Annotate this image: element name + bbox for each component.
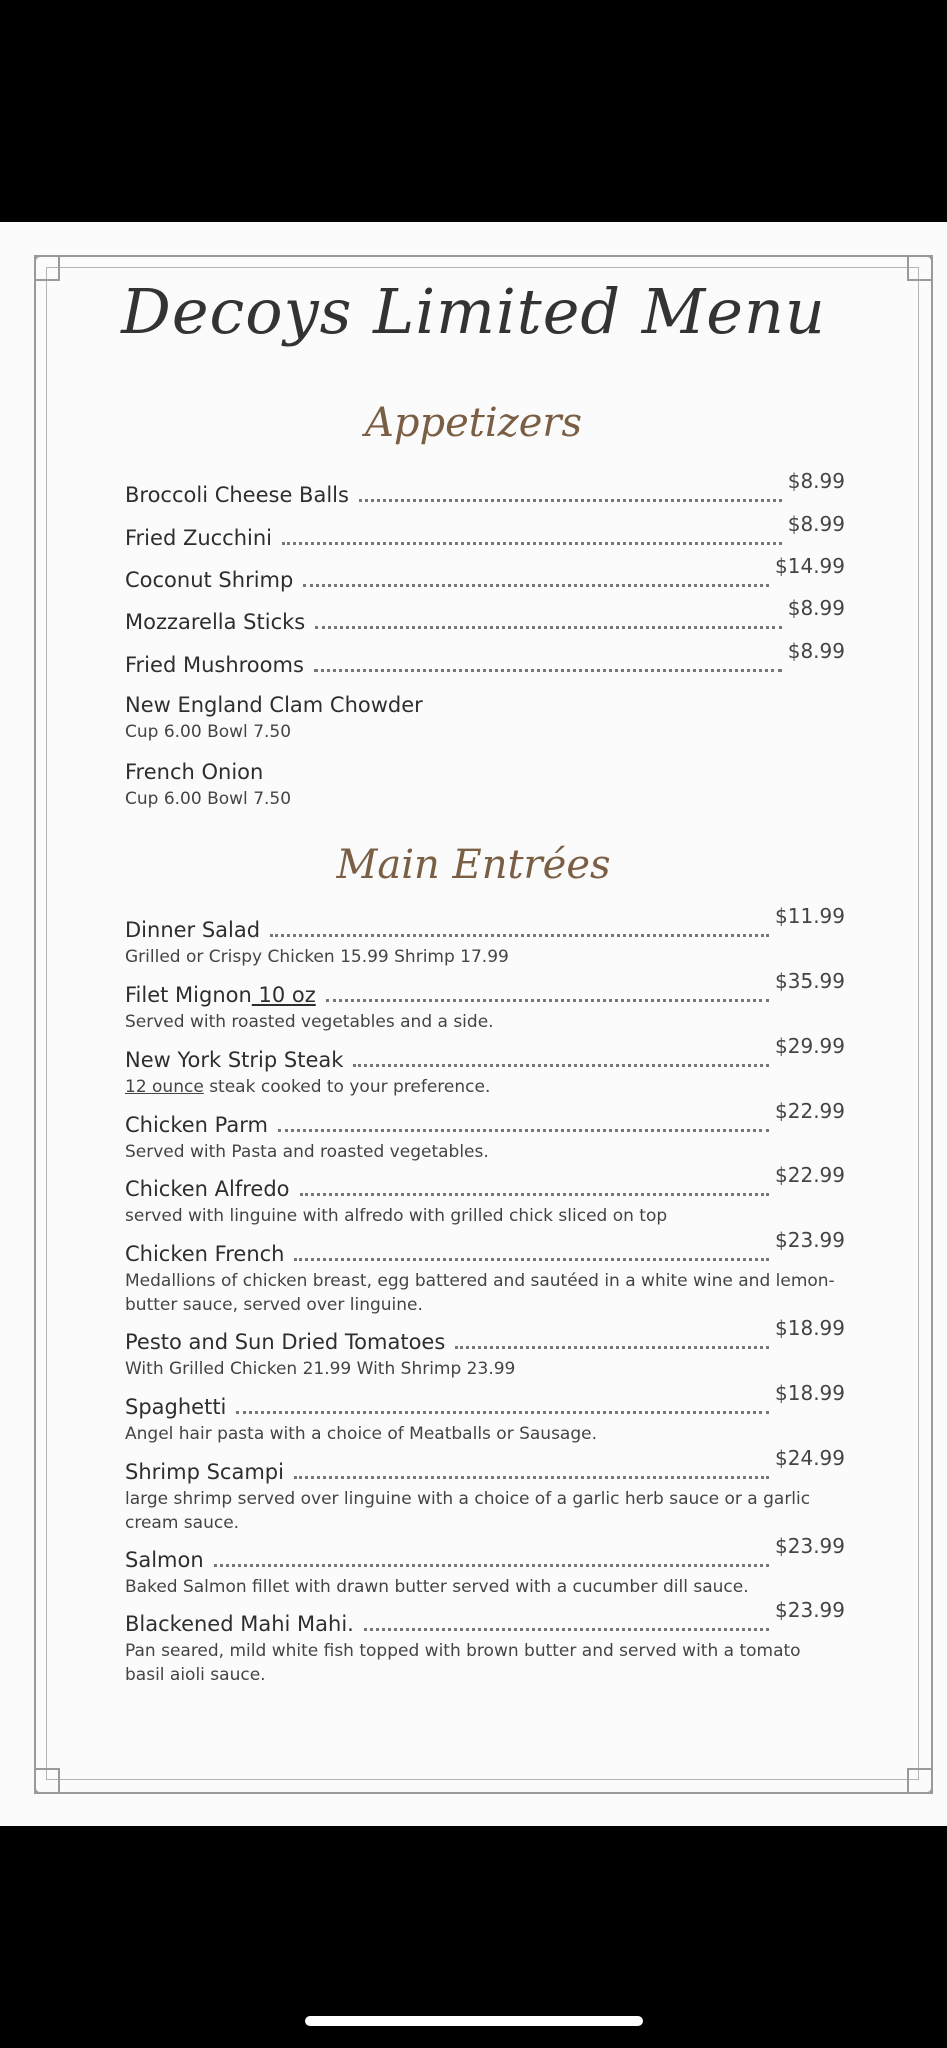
item-description: Cup 6.00 Bowl 7.50 xyxy=(125,722,292,742)
menu-item xyxy=(125,469,845,507)
item-description: Pan seared, mild white fish topped with brown butter and served with a tomato basil aioli sauce. xyxy=(125,1641,801,1685)
menu-item xyxy=(125,1446,845,1536)
dot-leader xyxy=(303,584,769,587)
item-name: Blackened Mahi Mahi. xyxy=(125,1612,354,1636)
item-price: $35.99 xyxy=(775,969,845,993)
menu-item xyxy=(125,1034,845,1100)
item-name: Broccoli Cheese Balls xyxy=(125,483,349,507)
home-indicator[interactable] xyxy=(305,2016,643,2026)
item-price: $24.99 xyxy=(775,1446,845,1470)
menu-item xyxy=(125,760,845,812)
item-price: $18.99 xyxy=(775,1381,845,1405)
item-price: $23.99 xyxy=(775,1598,845,1622)
item-name: Shrimp Scampi xyxy=(125,1460,284,1484)
menu-item xyxy=(125,596,845,634)
item-name-text: Filet Mignon xyxy=(125,983,252,1007)
item-name: Fried Zucchini xyxy=(125,526,273,550)
menu-item xyxy=(125,1228,845,1318)
dot-leader xyxy=(236,1411,769,1414)
dot-leader xyxy=(455,1346,769,1349)
item-description: Baked Salmon fillet with drawn butter served with a cucumber dill sauce. xyxy=(125,1577,749,1597)
item-name: Salmon xyxy=(125,1548,204,1572)
section-heading-appetizers: Appetizers xyxy=(364,400,583,446)
item-description: Served with Pasta and roasted vegetables. xyxy=(125,1142,489,1162)
item-name: Chicken Alfredo xyxy=(125,1177,290,1201)
item-price: $8.99 xyxy=(787,469,845,493)
item-price: $8.99 xyxy=(787,639,845,663)
item-price: $23.99 xyxy=(775,1228,845,1252)
dot-leader xyxy=(353,1064,769,1067)
item-name: Mozzarella Sticks xyxy=(125,610,306,634)
item-description: With Grilled Chicken 21.99 With Shrimp 23.99 xyxy=(125,1359,516,1379)
item-description: Grilled or Crispy Chicken 15.99 Shrimp 17.99 xyxy=(125,947,509,967)
dot-leader xyxy=(364,1628,769,1631)
item-name: Spaghetti xyxy=(125,1395,227,1419)
item-price: $22.99 xyxy=(775,1163,845,1187)
item-price: $8.99 xyxy=(787,512,845,536)
corner-ornament xyxy=(907,1768,933,1794)
item-name: New York Strip Steak xyxy=(125,1048,344,1072)
dot-leader xyxy=(359,499,782,502)
dot-leader xyxy=(278,1129,769,1132)
item-price: $11.99 xyxy=(775,904,845,928)
menu-item xyxy=(125,554,845,592)
item-description: Medallions of chicken breast, egg battered and sautéed in a white wine and lemon-butter sauce, served over linguine. xyxy=(125,1271,835,1315)
item-price: $29.99 xyxy=(775,1034,845,1058)
item-price: $18.99 xyxy=(775,1316,845,1340)
menu-item xyxy=(125,1316,845,1382)
dot-leader xyxy=(294,1476,769,1479)
item-name: Chicken French xyxy=(125,1242,285,1266)
menu-item xyxy=(125,693,845,745)
item-name: New England Clam Chowder xyxy=(125,693,423,717)
item-description: large shrimp served over linguine with a choice of a garlic herb sauce or a garlic cream sauce. xyxy=(125,1489,811,1533)
menu-item xyxy=(125,1099,845,1165)
item-portion: 10 oz xyxy=(251,983,316,1007)
item-name: French Onion xyxy=(125,760,264,784)
dot-leader xyxy=(315,626,782,629)
item-name: Coconut Shrimp xyxy=(125,568,294,592)
item-name: Pesto and Sun Dried Tomatoes xyxy=(125,1330,446,1354)
item-description: served with linguine with alfredo with grilled chick sliced on top xyxy=(125,1206,668,1226)
menu-item xyxy=(125,639,845,677)
dot-leader xyxy=(282,542,782,545)
item-portion: 12 ounce xyxy=(125,1077,204,1097)
menu-title: Decoys Limited Menu xyxy=(121,275,826,348)
menu-item xyxy=(125,1534,845,1600)
item-price: $8.99 xyxy=(787,596,845,620)
item-description: Angel hair pasta with a choice of Meatballs or Sausage. xyxy=(125,1424,598,1444)
menu-item xyxy=(125,1598,845,1688)
menu-item xyxy=(125,512,845,550)
menu-item xyxy=(125,1381,845,1447)
corner-ornament xyxy=(34,1768,60,1794)
item-price: $22.99 xyxy=(775,1099,845,1123)
dot-leader xyxy=(300,1193,769,1196)
item-description: Served with roasted vegetables and a side. xyxy=(125,1012,494,1032)
menu-item xyxy=(125,904,845,970)
item-description: Cup 6.00 Bowl 7.50 xyxy=(125,789,292,809)
item-name xyxy=(125,983,316,1007)
dot-leader xyxy=(314,669,782,672)
dot-leader xyxy=(294,1258,769,1261)
section-heading-entrees: Main Entrées xyxy=(336,842,611,888)
menu-item xyxy=(125,1163,845,1229)
dot-leader xyxy=(326,999,769,1002)
item-name: Dinner Salad xyxy=(125,918,261,942)
menu-item xyxy=(125,969,845,1035)
item-price: $14.99 xyxy=(775,554,845,578)
item-price: $23.99 xyxy=(775,1534,845,1558)
item-name: Fried Mushrooms xyxy=(125,653,304,677)
item-description xyxy=(125,1076,845,1100)
item-description-text: steak cooked to your preference. xyxy=(203,1077,491,1097)
dot-leader xyxy=(214,1564,769,1567)
item-name: Chicken Parm xyxy=(125,1113,268,1137)
dot-leader xyxy=(270,934,769,937)
